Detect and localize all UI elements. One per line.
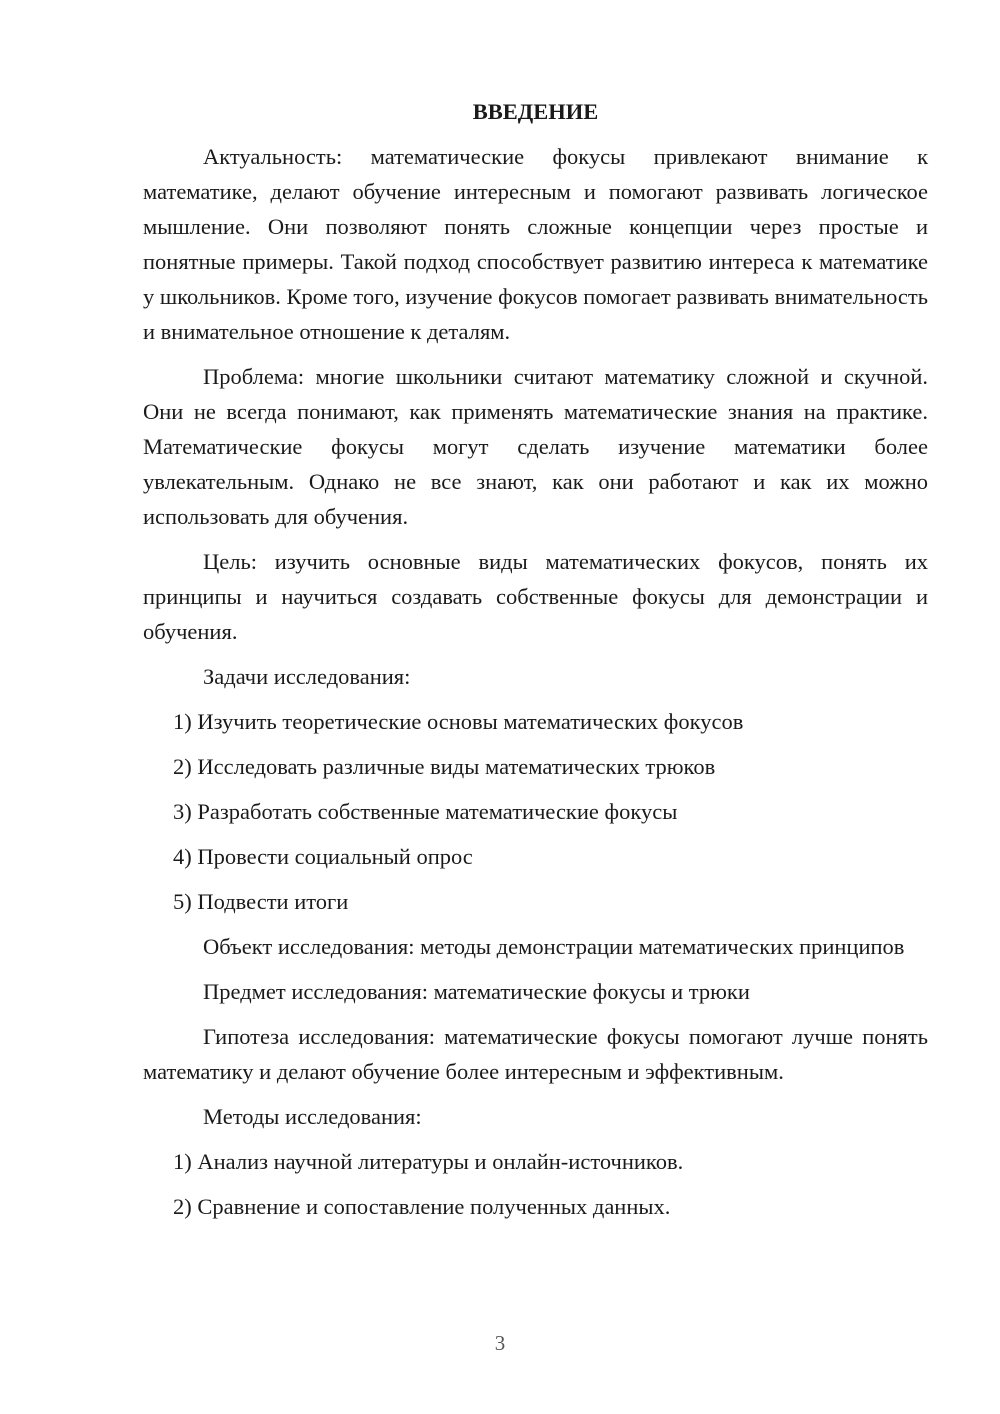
task-item: 3) Разработать собственные математические фокусы bbox=[173, 799, 678, 824]
methods-title: Методы исследования: bbox=[203, 1104, 422, 1129]
task-item: 1) Изучить теоретические основы математических фокусов bbox=[173, 709, 744, 734]
methods-list bbox=[143, 1144, 928, 1224]
task-item: 5) Подвести итоги bbox=[173, 889, 349, 914]
page-number: 3 bbox=[494, 1331, 506, 1355]
task-item: 4) Провести социальный опрос bbox=[173, 844, 473, 869]
tasks-title: Задачи исследования: bbox=[203, 664, 411, 689]
subject-paragraph: Предмет исследования: математические фокусы и трюки bbox=[203, 979, 750, 1004]
page-content bbox=[143, 94, 928, 1234]
object-paragraph: Объект исследования: методы демонстрации математических принципов bbox=[203, 934, 905, 959]
relevance-paragraph: Актуальность: математические фокусы привлекают внимание к математике, делают обучение интересным и помогают развивать логическое мышление. Они позволяют понять сложные концепции через простые и понятные примеры. Такой подход способствует развитию интереса к математике у школьников. Кроме того, изучение фокусов помогает развивать внимательность и внимательное отношение к деталям. bbox=[143, 144, 928, 344]
tasks-list bbox=[143, 704, 928, 919]
task-item: 2) Исследовать различные виды математических трюков bbox=[173, 754, 716, 779]
problem-paragraph: Проблема: многие школьники считают математику сложной и скучной. Они не всегда понимают, как применять математические знания на практике. Математические фокусы могут сделать изучение математики более увлекательным. Однако не все знают, как они работают и как их можно использовать для обучения. bbox=[143, 364, 928, 529]
hypothesis-paragraph: Гипотеза исследования: математические фокусы помогают лучше понять математику и делают обучение более интересным и эффективным. bbox=[143, 1024, 928, 1084]
page-title: ВВЕДЕНИЕ bbox=[472, 99, 599, 124]
method-item: 1) Анализ научной литературы и онлайн-источников. bbox=[173, 1149, 684, 1174]
goal-paragraph: Цель: изучить основные виды математических фокусов, понять их принципы и научиться создавать собственные фокусы для демонстрации и обучения. bbox=[143, 549, 928, 644]
method-item: 2) Сравнение и сопоставление полученных данных. bbox=[173, 1194, 671, 1219]
